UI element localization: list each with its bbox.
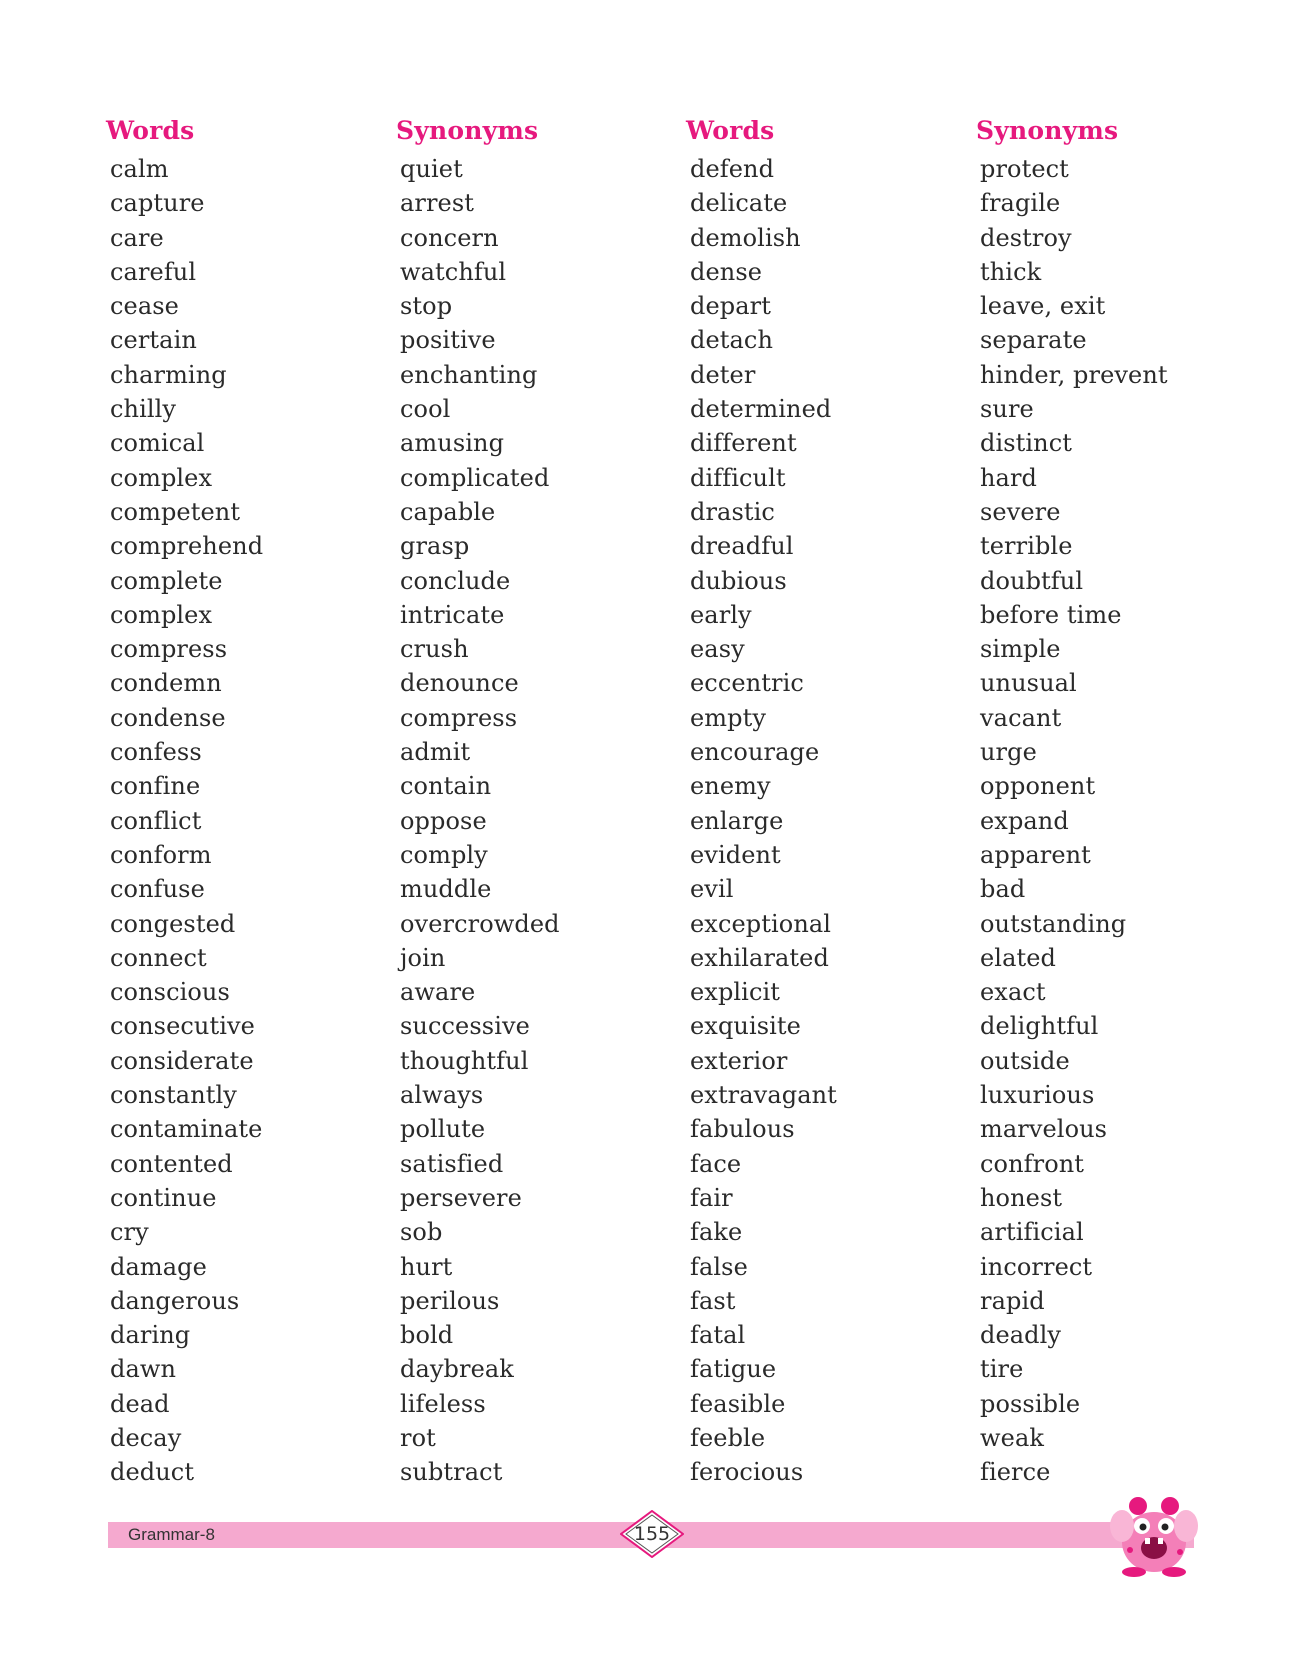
- list-item: admit: [400, 738, 471, 767]
- list-item: sure: [980, 395, 1034, 424]
- list-item: dead: [110, 1389, 170, 1418]
- list-item: daybreak: [400, 1355, 514, 1384]
- entry-list: [106, 152, 376, 1490]
- list-item: difficult: [690, 463, 786, 492]
- list-item: outside: [980, 1046, 1070, 1075]
- list-item: rapid: [980, 1286, 1045, 1315]
- column-heading: Words: [686, 116, 775, 145]
- list-item: artificial: [980, 1218, 1084, 1247]
- list-item: defend: [690, 155, 775, 183]
- list-item: bold: [400, 1321, 454, 1350]
- list-item: conscious: [110, 978, 230, 1007]
- list-item: complicated: [400, 463, 550, 492]
- list-item: capable: [400, 497, 496, 526]
- list-item: urge: [980, 738, 1037, 767]
- list-item: complex: [110, 600, 213, 629]
- list-item: incorrect: [980, 1252, 1093, 1281]
- list-item: congested: [110, 909, 236, 938]
- list-item: exceptional: [690, 909, 832, 938]
- list-item: unusual: [980, 669, 1077, 698]
- list-item: chilly: [110, 395, 177, 424]
- list-item: determined: [690, 395, 832, 424]
- list-item: evil: [690, 875, 734, 904]
- list-item: cry: [110, 1218, 149, 1247]
- list-item: confine: [110, 772, 201, 801]
- list-item: condemn: [110, 669, 222, 698]
- list-item: muddle: [400, 875, 492, 904]
- list-item: elated: [980, 943, 1056, 972]
- list-item: capture: [110, 189, 205, 218]
- pink-monster-mascot-icon: [1108, 1486, 1200, 1578]
- list-item: doubtful: [980, 566, 1084, 595]
- list-item: aware: [400, 978, 476, 1007]
- list-item: hinder, prevent: [980, 360, 1168, 389]
- list-item: luxurious: [980, 1081, 1095, 1110]
- list-item: dawn: [110, 1355, 177, 1384]
- entry-list: [396, 152, 666, 1490]
- list-item: bad: [980, 875, 1026, 904]
- list-item: calm: [110, 155, 169, 183]
- list-item: stop: [400, 292, 453, 321]
- list-item: conform: [110, 840, 212, 869]
- list-item: charming: [110, 360, 227, 389]
- list-item: delicate: [690, 189, 788, 218]
- list-item: possible: [980, 1389, 1081, 1418]
- list-item: cool: [400, 395, 451, 424]
- list-item: feeble: [690, 1423, 766, 1452]
- list-item: fatigue: [690, 1355, 777, 1384]
- list-item: outstanding: [980, 909, 1127, 938]
- list-item: comical: [110, 429, 205, 458]
- list-item: enemy: [690, 772, 771, 801]
- list-item: exhilarated: [690, 943, 829, 972]
- list-item: explicit: [690, 978, 781, 1007]
- list-item: fast: [690, 1286, 736, 1315]
- list-item: destroy: [980, 223, 1072, 252]
- book-label: Grammar-8: [128, 1525, 215, 1544]
- list-item: evident: [690, 840, 781, 869]
- list-item: severe: [980, 497, 1061, 526]
- list-item: empty: [690, 703, 767, 732]
- list-item: before time: [980, 600, 1122, 629]
- list-item: conclude: [400, 566, 511, 595]
- list-item: condense: [110, 703, 226, 732]
- list-item: protect: [980, 155, 1069, 183]
- list-item: confuse: [110, 875, 205, 904]
- list-item: satisfied: [400, 1149, 504, 1178]
- list-item: fierce: [980, 1458, 1051, 1487]
- list-item: care: [110, 223, 164, 252]
- list-item: leave, exit: [980, 292, 1106, 321]
- list-item: perilous: [400, 1286, 500, 1315]
- list-item: different: [690, 429, 797, 458]
- list-item: intricate: [400, 600, 505, 629]
- list-item: fabulous: [690, 1115, 795, 1144]
- list-item: depart: [690, 292, 771, 321]
- column-words-2: [686, 110, 956, 1490]
- page-number-badge: [620, 1510, 684, 1558]
- list-item: eccentric: [690, 669, 804, 698]
- list-item: vacant: [980, 703, 1062, 732]
- list-item: careful: [110, 257, 197, 286]
- list-item: grasp: [400, 532, 470, 561]
- list-item: thoughtful: [400, 1046, 529, 1075]
- list-item: expand: [980, 806, 1069, 835]
- list-item: comprehend: [110, 532, 264, 561]
- list-item: confront: [980, 1149, 1085, 1178]
- list-item: complete: [110, 566, 223, 595]
- list-item: drastic: [690, 497, 775, 526]
- list-item: opponent: [980, 772, 1096, 801]
- list-item: positive: [400, 326, 496, 355]
- list-item: sob: [400, 1218, 443, 1247]
- list-item: tire: [980, 1355, 1024, 1384]
- list-item: weak: [980, 1423, 1044, 1452]
- column-heading: Synonyms: [976, 116, 1119, 145]
- entry-list: [686, 152, 956, 1490]
- list-item: damage: [110, 1252, 207, 1281]
- list-item: distinct: [980, 429, 1073, 458]
- list-item: deduct: [110, 1458, 195, 1487]
- list-item: overcrowded: [400, 909, 560, 938]
- list-item: extravagant: [690, 1081, 837, 1110]
- list-item: fake: [690, 1218, 743, 1247]
- list-item: delightful: [980, 1012, 1099, 1041]
- list-item: fatal: [690, 1321, 746, 1350]
- list-item: certain: [110, 326, 197, 355]
- list-item: enlarge: [690, 806, 784, 835]
- page-number: 155: [633, 1523, 671, 1545]
- list-item: daring: [110, 1321, 191, 1350]
- list-item: detach: [690, 326, 774, 355]
- list-item: amusing: [400, 429, 505, 458]
- list-item: concern: [400, 223, 499, 252]
- list-item: confess: [110, 738, 202, 767]
- list-item: fair: [690, 1183, 733, 1212]
- list-item: separate: [980, 326, 1087, 355]
- list-item: rot: [400, 1423, 436, 1452]
- list-item: arrest: [400, 189, 475, 218]
- list-item: encourage: [690, 738, 820, 767]
- list-item: compress: [110, 635, 228, 664]
- list-item: honest: [980, 1183, 1063, 1212]
- list-item: exquisite: [690, 1012, 801, 1041]
- list-item: subtract: [400, 1458, 503, 1487]
- list-item: dreadful: [690, 532, 794, 561]
- list-item: successive: [400, 1012, 530, 1041]
- list-item: enchanting: [400, 360, 538, 389]
- list-item: thick: [980, 257, 1042, 286]
- list-item: cease: [110, 292, 179, 321]
- list-item: contain: [400, 772, 492, 801]
- list-item: hard: [980, 463, 1038, 492]
- list-item: deter: [690, 360, 756, 389]
- list-item: simple: [980, 635, 1061, 664]
- list-item: oppose: [400, 806, 487, 835]
- list-item: ferocious: [690, 1458, 804, 1487]
- list-item: face: [690, 1149, 742, 1178]
- list-item: contaminate: [110, 1115, 263, 1144]
- list-item: denounce: [400, 669, 519, 698]
- list-item: marvelous: [980, 1115, 1108, 1144]
- list-item: watchful: [400, 257, 507, 286]
- list-item: competent: [110, 497, 241, 526]
- column-heading: Synonyms: [396, 116, 539, 145]
- list-item: fragile: [980, 189, 1061, 218]
- list-item: comply: [400, 840, 488, 869]
- list-item: crush: [400, 635, 469, 664]
- list-item: feasible: [690, 1389, 786, 1418]
- column-words-1: [106, 110, 376, 1490]
- list-item: always: [400, 1081, 484, 1110]
- list-item: conflict: [110, 806, 202, 835]
- list-item: exact: [980, 978, 1046, 1007]
- list-item: constantly: [110, 1081, 237, 1110]
- list-item: false: [690, 1252, 748, 1281]
- list-item: continue: [110, 1183, 217, 1212]
- list-item: contented: [110, 1149, 233, 1178]
- list-item: compress: [400, 703, 518, 732]
- entry-list: [976, 152, 1246, 1490]
- list-item: complex: [110, 463, 213, 492]
- list-item: connect: [110, 943, 207, 972]
- list-item: join: [400, 943, 446, 972]
- list-item: demolish: [690, 223, 801, 252]
- list-item: exterior: [690, 1046, 788, 1075]
- list-item: easy: [690, 635, 745, 664]
- column-synonyms-1: [396, 110, 666, 1490]
- list-item: decay: [110, 1423, 182, 1452]
- list-item: dense: [690, 257, 763, 286]
- list-item: dangerous: [110, 1286, 240, 1315]
- list-item: hurt: [400, 1252, 453, 1281]
- list-item: apparent: [980, 840, 1091, 869]
- column-synonyms-2: [976, 110, 1246, 1490]
- list-item: dubious: [690, 566, 787, 595]
- list-item: quiet: [400, 155, 463, 183]
- list-item: considerate: [110, 1046, 254, 1075]
- column-heading: Words: [106, 116, 195, 145]
- list-item: consecutive: [110, 1012, 255, 1041]
- list-item: pollute: [400, 1115, 486, 1144]
- list-item: early: [690, 600, 752, 629]
- list-item: terrible: [980, 532, 1073, 561]
- list-item: persevere: [400, 1183, 522, 1212]
- list-item: lifeless: [400, 1389, 486, 1418]
- list-item: deadly: [980, 1321, 1062, 1350]
